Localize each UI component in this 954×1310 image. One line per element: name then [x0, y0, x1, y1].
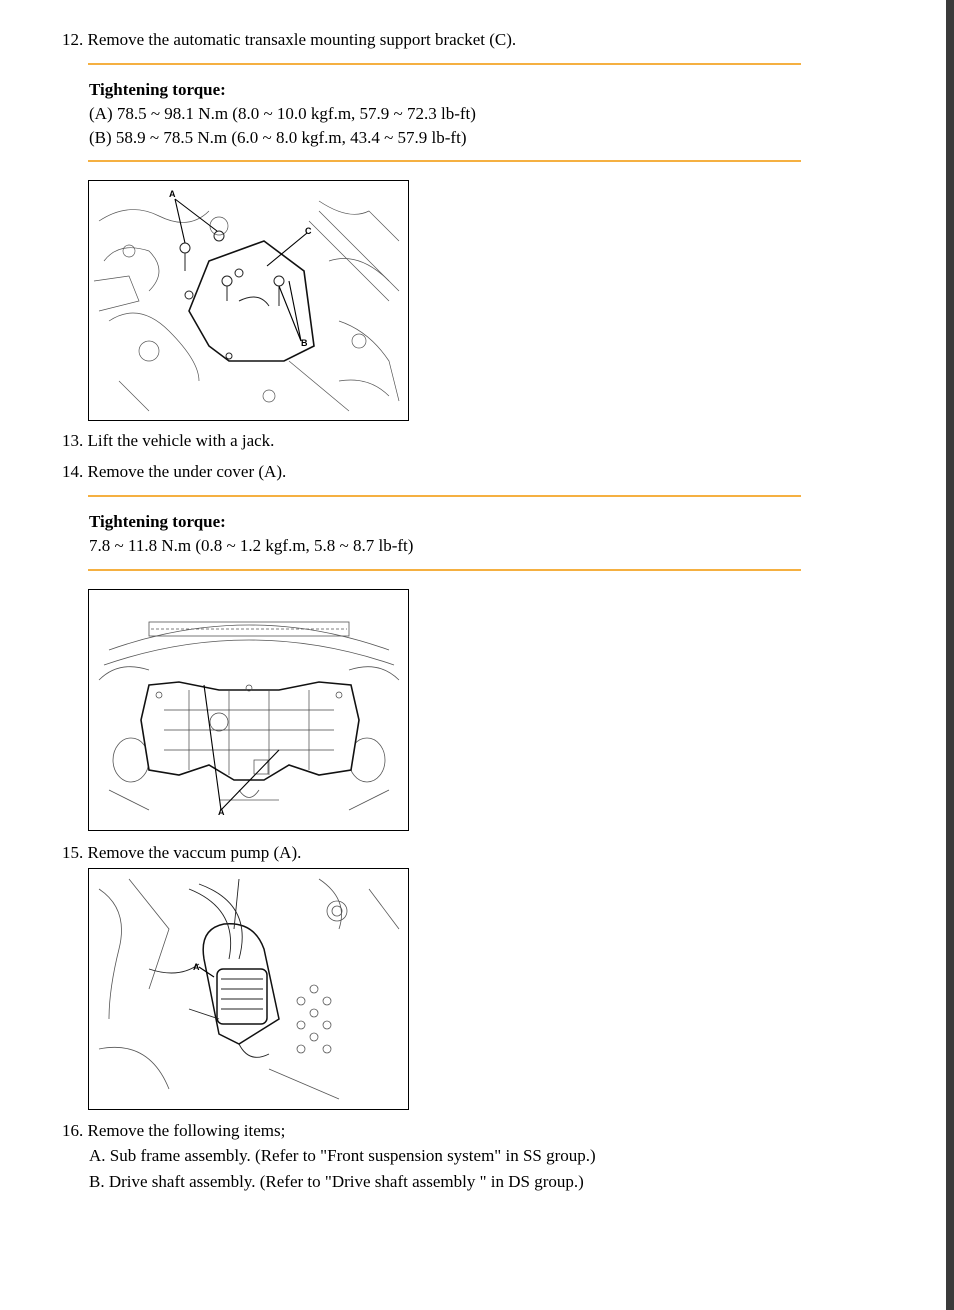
figure-transaxle-bracket — [88, 180, 409, 421]
vacuum-pump-diagram — [89, 869, 408, 1109]
label-a: A — [218, 807, 225, 817]
step-number: 14. — [62, 462, 84, 481]
torque-rule-top — [88, 63, 801, 65]
torque-title: Tightening torque: — [89, 80, 226, 99]
step-number: 15. — [62, 843, 84, 862]
list-item-sub-frame: A. Sub frame assembly. (Refer to "Front suspension system" in SS group.) — [89, 1146, 596, 1165]
torque-line-a: (A) 78.5 ~ 98.1 N.m (8.0 ~ 10.0 kgf.m, 57.9 ~ 72.3 lb-ft) — [89, 104, 476, 123]
torque-rule-bottom — [88, 160, 801, 162]
bracket-diagram — [89, 181, 408, 420]
step-16 — [62, 1121, 285, 1141]
step-number: 12. — [62, 30, 84, 49]
step-number: 16. — [62, 1121, 84, 1140]
torque-title: Tightening torque: — [89, 512, 226, 531]
step-12 — [62, 30, 516, 50]
step-15 — [62, 843, 301, 863]
torque-rule-bottom — [88, 569, 801, 571]
figure-vacuum-pump — [88, 868, 409, 1110]
under-cover-diagram — [89, 590, 408, 830]
torque-line-b: (B) 58.9 ~ 78.5 N.m (6.0 ~ 8.0 kgf.m, 43.4 ~ 57.9 lb-ft) — [89, 128, 467, 147]
step-text: Remove the following items; — [87, 1121, 286, 1140]
step-text: Remove the under cover (A). — [87, 462, 287, 481]
label-a: A — [193, 962, 200, 972]
figure-under-cover — [88, 589, 409, 831]
label-a: A — [169, 189, 176, 199]
torque-line: 7.8 ~ 11.8 N.m (0.8 ~ 1.2 kgf.m, 5.8 ~ 8.7 lb-ft) — [89, 536, 414, 555]
label-c: C — [305, 226, 312, 236]
step-number: 13. — [62, 431, 84, 450]
label-b: B — [301, 338, 308, 348]
torque-rule-top — [88, 495, 801, 497]
step-14 — [62, 462, 286, 482]
step-text: Remove the vaccum pump (A). — [87, 843, 302, 862]
list-item-drive-shaft: B. Drive shaft assembly. (Refer to "Drive shaft assembly " in DS group.) — [89, 1172, 584, 1191]
step-13 — [62, 431, 274, 451]
step-text: Lift the vehicle with a jack. — [87, 431, 275, 450]
page-edge — [946, 0, 954, 1310]
step-text: Remove the automatic transaxle mounting support bracket (C). — [87, 30, 517, 49]
